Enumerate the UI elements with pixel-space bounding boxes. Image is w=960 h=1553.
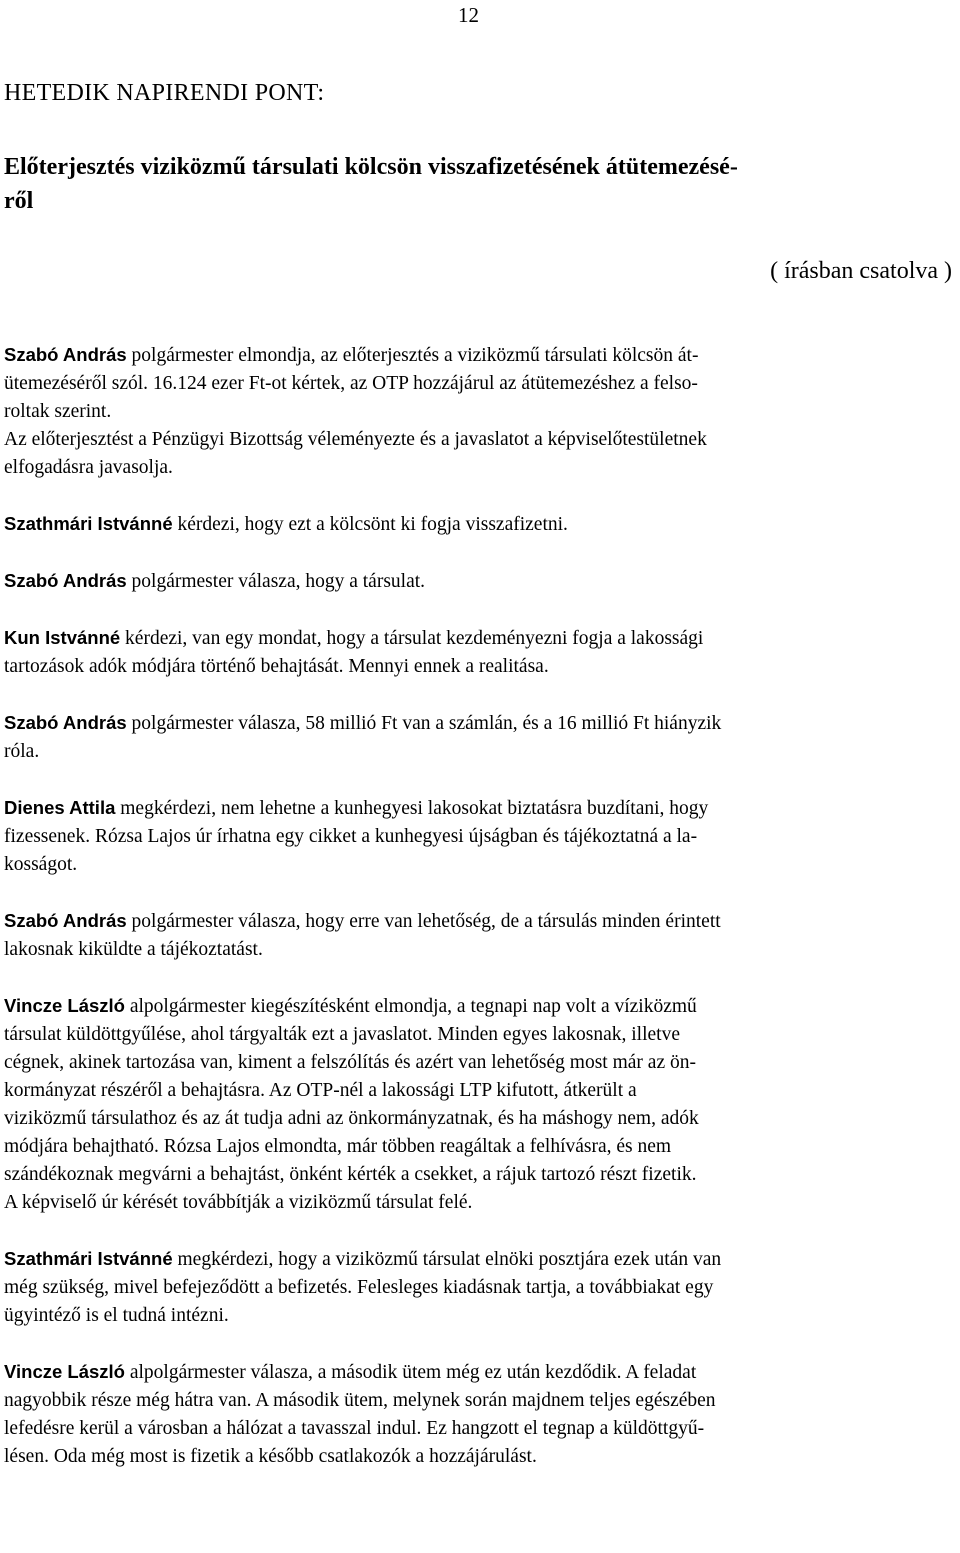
paragraph-text: alpolgármester válasza, a második ütem még ez után kezdődik. A feladat: [124, 1362, 697, 1383]
paragraph-line: ütemezéséről szól. 16.124 ezer Ft-ot kértek, az OTP hozzájárul az átütemezéshez a felso-: [4, 373, 698, 394]
paragraph-line: lefedésre kerül a városban a hálózat a tavasszal indul. Ez hangzott el tegnap a küldöttgyű-: [4, 1418, 705, 1439]
document-title: [4, 150, 952, 218]
page-number: 12: [458, 3, 479, 27]
paragraph-text: polgármester válasza, hogy erre van lehetőség, de a társulás minden érintett: [126, 911, 721, 932]
paragraph-line: kosságot.: [4, 854, 78, 875]
paragraph-line: szándékoznak megvárni a behajtást, önként kérték a csekket, a rájuk tartozó részt fizetik.: [4, 1164, 697, 1185]
minutes-paragraph: [4, 567, 954, 596]
speaker-name: Szathmári Istvánné: [4, 513, 173, 534]
paragraph-line: még szükség, mivel befejeződött a befizetés. Felesleges kiadásnak tartja, a továbbiakat egy: [4, 1277, 714, 1298]
minutes-paragraph: [4, 624, 954, 681]
document-title-line: ről: [4, 188, 34, 214]
paragraph-line: kormányzat részéről a behajtásra. Az OTP-nél a lakossági LTP kifutott, átkerült a: [4, 1080, 637, 1101]
paragraph-line: Az előterjesztést a Pénzügyi Bizottság véleményezte és a javaslatot a képviselőtestületnek: [4, 429, 707, 450]
minutes-paragraph: [4, 1358, 954, 1471]
minutes-paragraph: [4, 426, 954, 482]
speaker-name: Szathmári Istvánné: [4, 1248, 173, 1269]
paragraph-line: [4, 907, 954, 936]
speaker-name: Dienes Attila: [4, 797, 116, 818]
paragraph-text: megkérdezi, nem lehetne a kunhegyesi lakosokat biztatásra buzdítani, hogy: [115, 798, 709, 819]
paragraph-line: cégnek, akinek tartozása van, kiment a felszólítás és azért van lehetőség most már az ön-: [4, 1052, 696, 1073]
speaker-name: Szabó András: [4, 910, 127, 931]
minutes-paragraph: [4, 341, 954, 426]
paragraph-text: megkérdezi, hogy a viziközmű társulat elnöki posztjára ezek után van: [172, 1249, 722, 1270]
speaker-name: Szabó András: [4, 712, 127, 733]
paragraph-line: [4, 1358, 954, 1387]
paragraph-text: kérdezi, hogy ezt a kölcsönt ki fogja visszafizetni.: [172, 514, 568, 535]
paragraph-line: elfogadásra javasolja.: [4, 457, 173, 478]
attachment-note: ( írásban csatolva ): [770, 258, 952, 284]
document-title-line: Előterjesztés viziközmű társulati kölcsön visszafizetésének átütemezésé-: [4, 154, 738, 180]
paragraph-text: kérdezi, van egy mondat, hogy a társulat kezdeményezni fogja a lakossági: [120, 628, 704, 649]
paragraph-line: [4, 341, 954, 370]
paragraph-line: A képviselő úr kérését továbbítják a viziközmű társulat felé.: [4, 1192, 473, 1213]
paragraph-text: alpolgármester kiegészítésként elmondja, a tegnapi nap volt a víziközmű: [124, 996, 697, 1017]
paragraph-text: polgármester elmondja, az előterjesztés a viziközmű társulati kölcsön át-: [126, 345, 699, 366]
paragraph-line: [4, 794, 954, 823]
minutes-paragraph: [4, 510, 954, 539]
paragraph-line: [4, 992, 954, 1021]
paragraph-line: roltak szerint.: [4, 401, 112, 422]
speaker-name: Szabó András: [4, 344, 127, 365]
minutes-body: [4, 341, 954, 1471]
paragraph-line: tartozások adók módjára történő behajtását. Mennyi ennek a realitása.: [4, 656, 549, 677]
paragraph-line: [4, 1245, 954, 1274]
paragraph-line: [4, 510, 954, 539]
paragraph-line: [4, 567, 954, 596]
minutes-paragraph: [4, 794, 954, 879]
paragraph-line: viziközmű társulathoz és az át tudja adni az önkormányzatnak, és ha máshogy nem, adók: [4, 1108, 699, 1129]
minutes-paragraph: [4, 907, 954, 964]
paragraph-line: ügyintéző is el tudná intézni.: [4, 1305, 229, 1326]
paragraph-line: módjára behajtható. Rózsa Lajos elmondta, már többen reagáltak a felhívásra, és nem: [4, 1136, 672, 1157]
speaker-name: Vincze László: [4, 1361, 125, 1382]
speaker-name: Vincze László: [4, 995, 125, 1016]
paragraph-text: polgármester válasza, hogy a társulat.: [126, 571, 426, 592]
paragraph-text: polgármester válasza, 58 millió Ft van a számlán, és a 16 millió Ft hiányzik: [126, 713, 722, 734]
paragraph-line: társulat küldöttgyűlése, ahol tárgyalták ezt a javaslatot. Minden egyes lakosnak, illetve: [4, 1024, 680, 1045]
agenda-heading: HETEDIK NAPIRENDI PONT:: [4, 80, 325, 106]
paragraph-line: [4, 624, 954, 653]
paragraph-line: [4, 709, 954, 738]
minutes-paragraph: [4, 709, 954, 766]
paragraph-line: róla.: [4, 741, 40, 762]
paragraph-line: lésen. Oda még most is fizetik a később csatlakozók a hozzájárulást.: [4, 1446, 537, 1467]
speaker-name: Kun Istvánné: [4, 627, 121, 648]
minutes-paragraph: [4, 1245, 954, 1330]
paragraph-line: lakosnak kiküldte a tájékoztatást.: [4, 939, 263, 960]
paragraph-line: fizessenek. Rózsa Lajos úr írhatna egy cikket a kunhegyesi újságban és tájékoztatná a la-: [4, 826, 698, 847]
speaker-name: Szabó András: [4, 570, 127, 591]
minutes-paragraph: [4, 992, 954, 1217]
paragraph-line: nagyobbik része még hátra van. A második ütem, melynek során majdnem teljes egészében: [4, 1390, 716, 1411]
